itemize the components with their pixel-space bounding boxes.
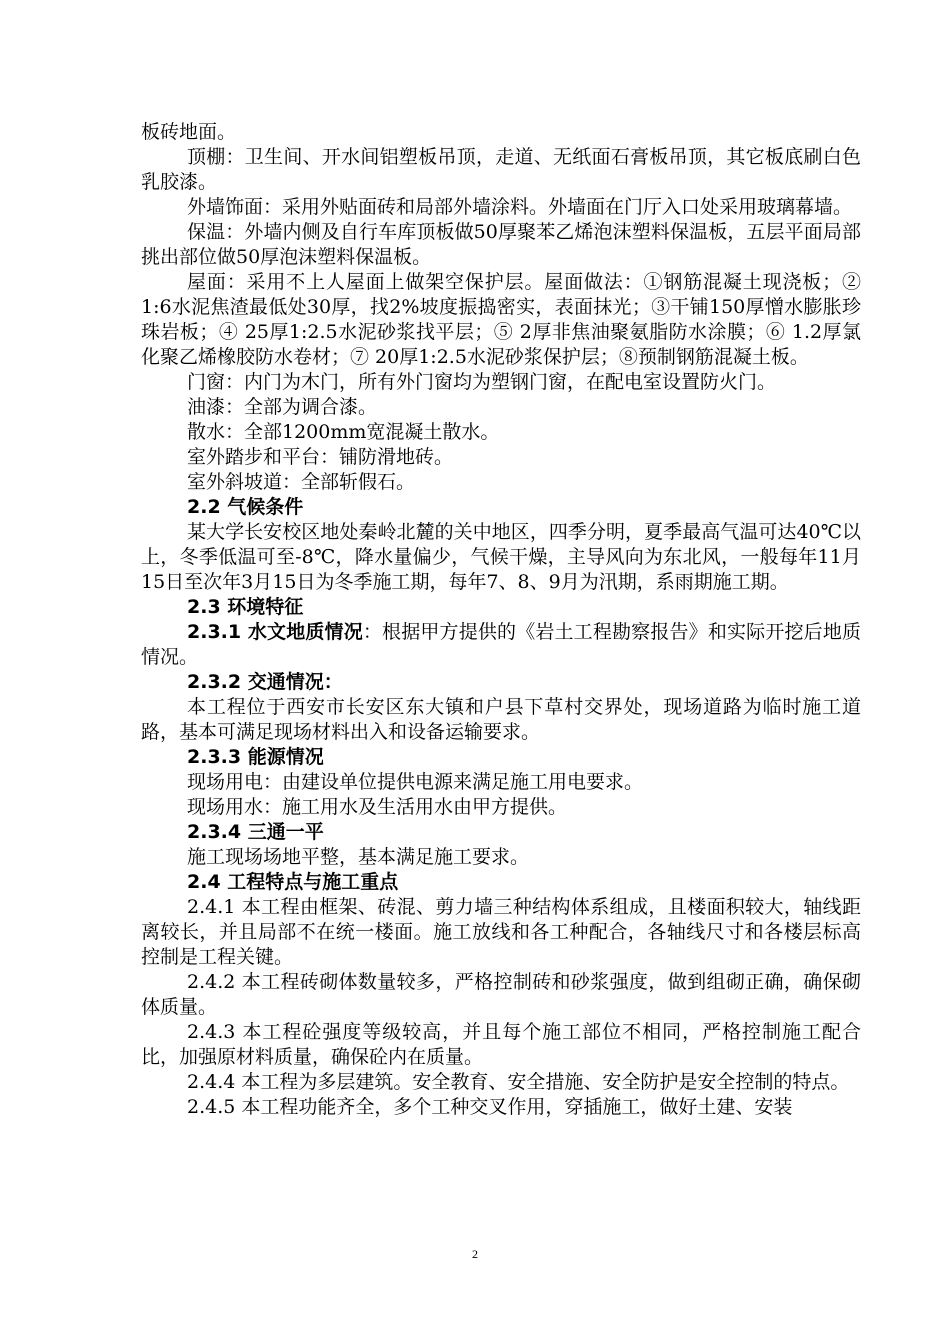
paragraph (141, 620, 861, 670)
paragraph: 室外踏步和平台：铺防滑地砖。 (187, 446, 454, 468)
document-body (141, 120, 861, 1120)
paragraph: 2.4.2 本工程砖砌体数量较多，严格控制砖和砂浆强度，做到组砌正确，确保砌体质量。 (141, 971, 861, 1018)
paragraph: 室外斜坡道：全部斩假石。 (187, 471, 416, 493)
paragraph: 屋面：采用不上人屋面上做架空保护层。屋面做法：①钢筋混凝土现浇板；② 1:6水泥焦渣最低处30厚，找2%坡度振捣密实，表面抹光；③干铺150厚憎水膨胀珍珠岩板；④ 25厚1:2.5水泥砂浆找平层；⑤ 2厚非焦油聚氨脂防水涂膜；⑥ 1.2厚氯化聚乙烯橡胶防水卷材；⑦ 20厚1:2.5水泥砂浆保护层；⑧预制钢筋混凝土板。 (141, 271, 861, 368)
page-number: 2 (472, 1247, 478, 1261)
paragraph: 2.4.4 本工程为多层建筑。安全教育、安全措施、安全防护是安全控制的特点。 (187, 1071, 850, 1093)
paragraph: 本工程位于西安市长安区东大镇和户县下草村交界处，现场道路为临时施工道路，基本可满足现场材料出入和设备运输要求。 (141, 696, 861, 743)
paragraph: 现场用电：由建设单位提供电源来满足施工用电要求。 (187, 771, 644, 793)
paragraph: 外墙饰面：采用外贴面砖和局部外墙涂料。外墙面在门厅入口处采用玻璃幕墙。 (187, 196, 853, 218)
paragraph: 顶棚：卫生间、开水间铝塑板吊顶，走道、无纸面石膏板吊顶，其它板底刷白色乳胶漆。 (141, 146, 861, 193)
paragraph: 施工现场场地平整，基本满足施工要求。 (187, 846, 530, 868)
paragraph: 2.4.5 本工程功能齐全，多个工种交叉作用，穿插施工，做好土建、安装 (187, 1096, 793, 1118)
paragraph-lead-heading: 2.3.1 水文地质情况 (187, 621, 363, 643)
paragraph: 2.4.1 本工程由框架、砖混、剪力墙三种结构体系组成，且楼面积较大，轴线距离较长，并且局部不在统一楼面。施工放线和各工种配合，各轴线尺寸和各楼层标高控制是工程关键。 (141, 896, 861, 968)
paragraph-text: ：根据甲方提供的《岩土工程勘察报告》和实际开挖后地质情况。 (141, 621, 861, 668)
paragraph: 板砖地面。 (141, 121, 237, 143)
section-heading: 2.3 环境特征 (187, 596, 304, 618)
section-heading: 2.3.3 能源情况 (187, 746, 324, 768)
section-heading: 2.2 气候条件 (187, 496, 304, 518)
paragraph: 保温：外墙内侧及自行车库顶板做50厚聚苯乙烯泡沫塑料保温板，五层平面局部挑出部位做50厚泡沫塑料保温板。 (141, 221, 861, 268)
paragraph: 某大学长安校区地处秦岭北麓的关中地区，四季分明，夏季最高气温可达40℃以上，冬季低温可至-8℃，降水量偏少，气候干燥，主导风向为东北风，一般每年11月15日至次年3月15日为冬季施工期，每年7、8、9月为汛期，系雨期施工期。 (141, 521, 861, 593)
paragraph: 2.4.3 本工程砼强度等级较高，并且每个施工部位不相同，严格控制施工配合比，加强原材料质量，确保砼内在质量。 (141, 1021, 861, 1068)
paragraph: 油漆：全部为调合漆。 (187, 396, 378, 418)
paragraph: 散水：全部1200mm宽混凝土散水。 (187, 421, 500, 443)
paragraph: 门窗：内门为木门，所有外门窗均为塑钢门窗，在配电室设置防火门。 (187, 371, 777, 393)
section-heading: 2.3.4 三通一平 (187, 821, 324, 843)
paragraph: 现场用水：施工用水及生活用水由甲方提供。 (187, 796, 568, 818)
section-heading: 2.4 工程特点与施工重点 (187, 871, 399, 893)
section-heading: 2.3.2 交通情况： (187, 671, 343, 693)
